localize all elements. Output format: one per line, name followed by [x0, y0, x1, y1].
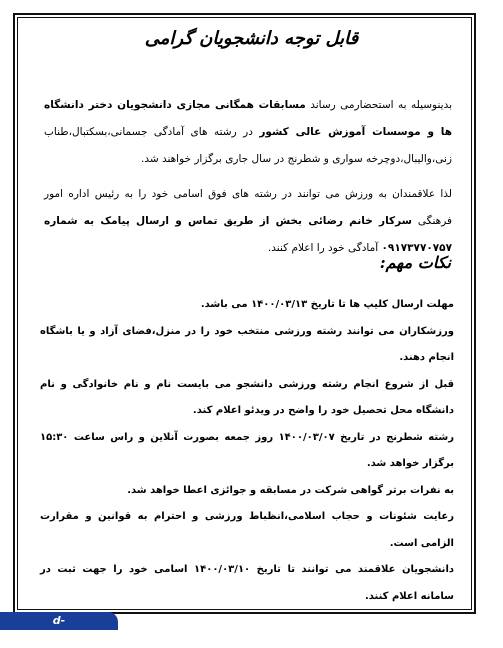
intro-p2-bold: سرکار خانم رضائی بخش از طریق تماس و ارسال پیامک به شماره ۰۹۱۷۳۷۷۰۷۵۷: [44, 215, 452, 254]
notes-heading: نکات مهم:: [379, 253, 451, 272]
note-item: به نفرات برتر گواهی شرکت در مسابقه و جوائزی اعطا خواهد شد.: [127, 484, 454, 496]
note-item: مهلت ارسال کلیپ ها تا تاریخ ۱۴۰۰/۰۳/۱۳ می باشد.: [200, 299, 454, 310]
intro-p1-bold: مسابقات همگانی مجازی دانشجویان دختر دانشگاه ها و موسسات آموزش عالی کشور: [44, 99, 453, 138]
page-title: قابل توجه دانشجویان گرامی: [144, 28, 359, 49]
note-item: رعایت شئونات و حجاب اسلامی،انظباط ورزشی و احترام به قوانین و مقرارت الزامی است.: [40, 511, 454, 549]
note-item: ورزشکاران می توانند رشته ورزشی منتخب خود را در منزل،فضای آزاد و یا باشگاه انجام دهند.: [40, 325, 454, 363]
intro-p2-start: لذا علاقمندان به ورزش می توانند در رشته های فوق اسامی خود را به رئیس اداره امور فرهنگی: [44, 188, 453, 227]
note-item: دانشجویان علاقمند می توانند تا تاریخ ۱۴۰۰/۰۳/۱۰ اسامی خود را جهت ثبت در سامانه اعلام کنند.: [40, 564, 454, 602]
intro-paragraph-2: [44, 181, 452, 262]
note-item: رشته شطرنج در تاریخ ۱۴۰۰/۰۳/۰۷ روز جمعه بصورت آنلاین و راس ساعت ۱۵:۳۰ برگزار خواهد شد.: [40, 431, 454, 469]
notes-list: [40, 292, 454, 610]
intro-p1-end: در رشته های آمادگی جسمانی،بسکتبال،طناب زنی،والیبال،دوچرخه سواری و شطرنج در سال جاری برگزار خواهند شد.: [44, 126, 452, 165]
site-url-badge[interactable]: d-bushehr.nus.ac.ir: [0, 612, 118, 630]
note-item: قبل از شروع انجام رشته ورزشی دانشجو می بایست نام و نام خانوادگی و نام دانشگاه محل تحصیل خود را واضح در ویدئو اعلام کند.: [40, 378, 454, 416]
intro-p2-end: آمادگی خود را اعلام کنند.: [267, 242, 382, 254]
intro-paragraph-1: [44, 92, 452, 173]
intro-p1-start: بدینوسیله به استحضارمی رساند: [305, 99, 452, 111]
intro-section: [44, 92, 452, 270]
